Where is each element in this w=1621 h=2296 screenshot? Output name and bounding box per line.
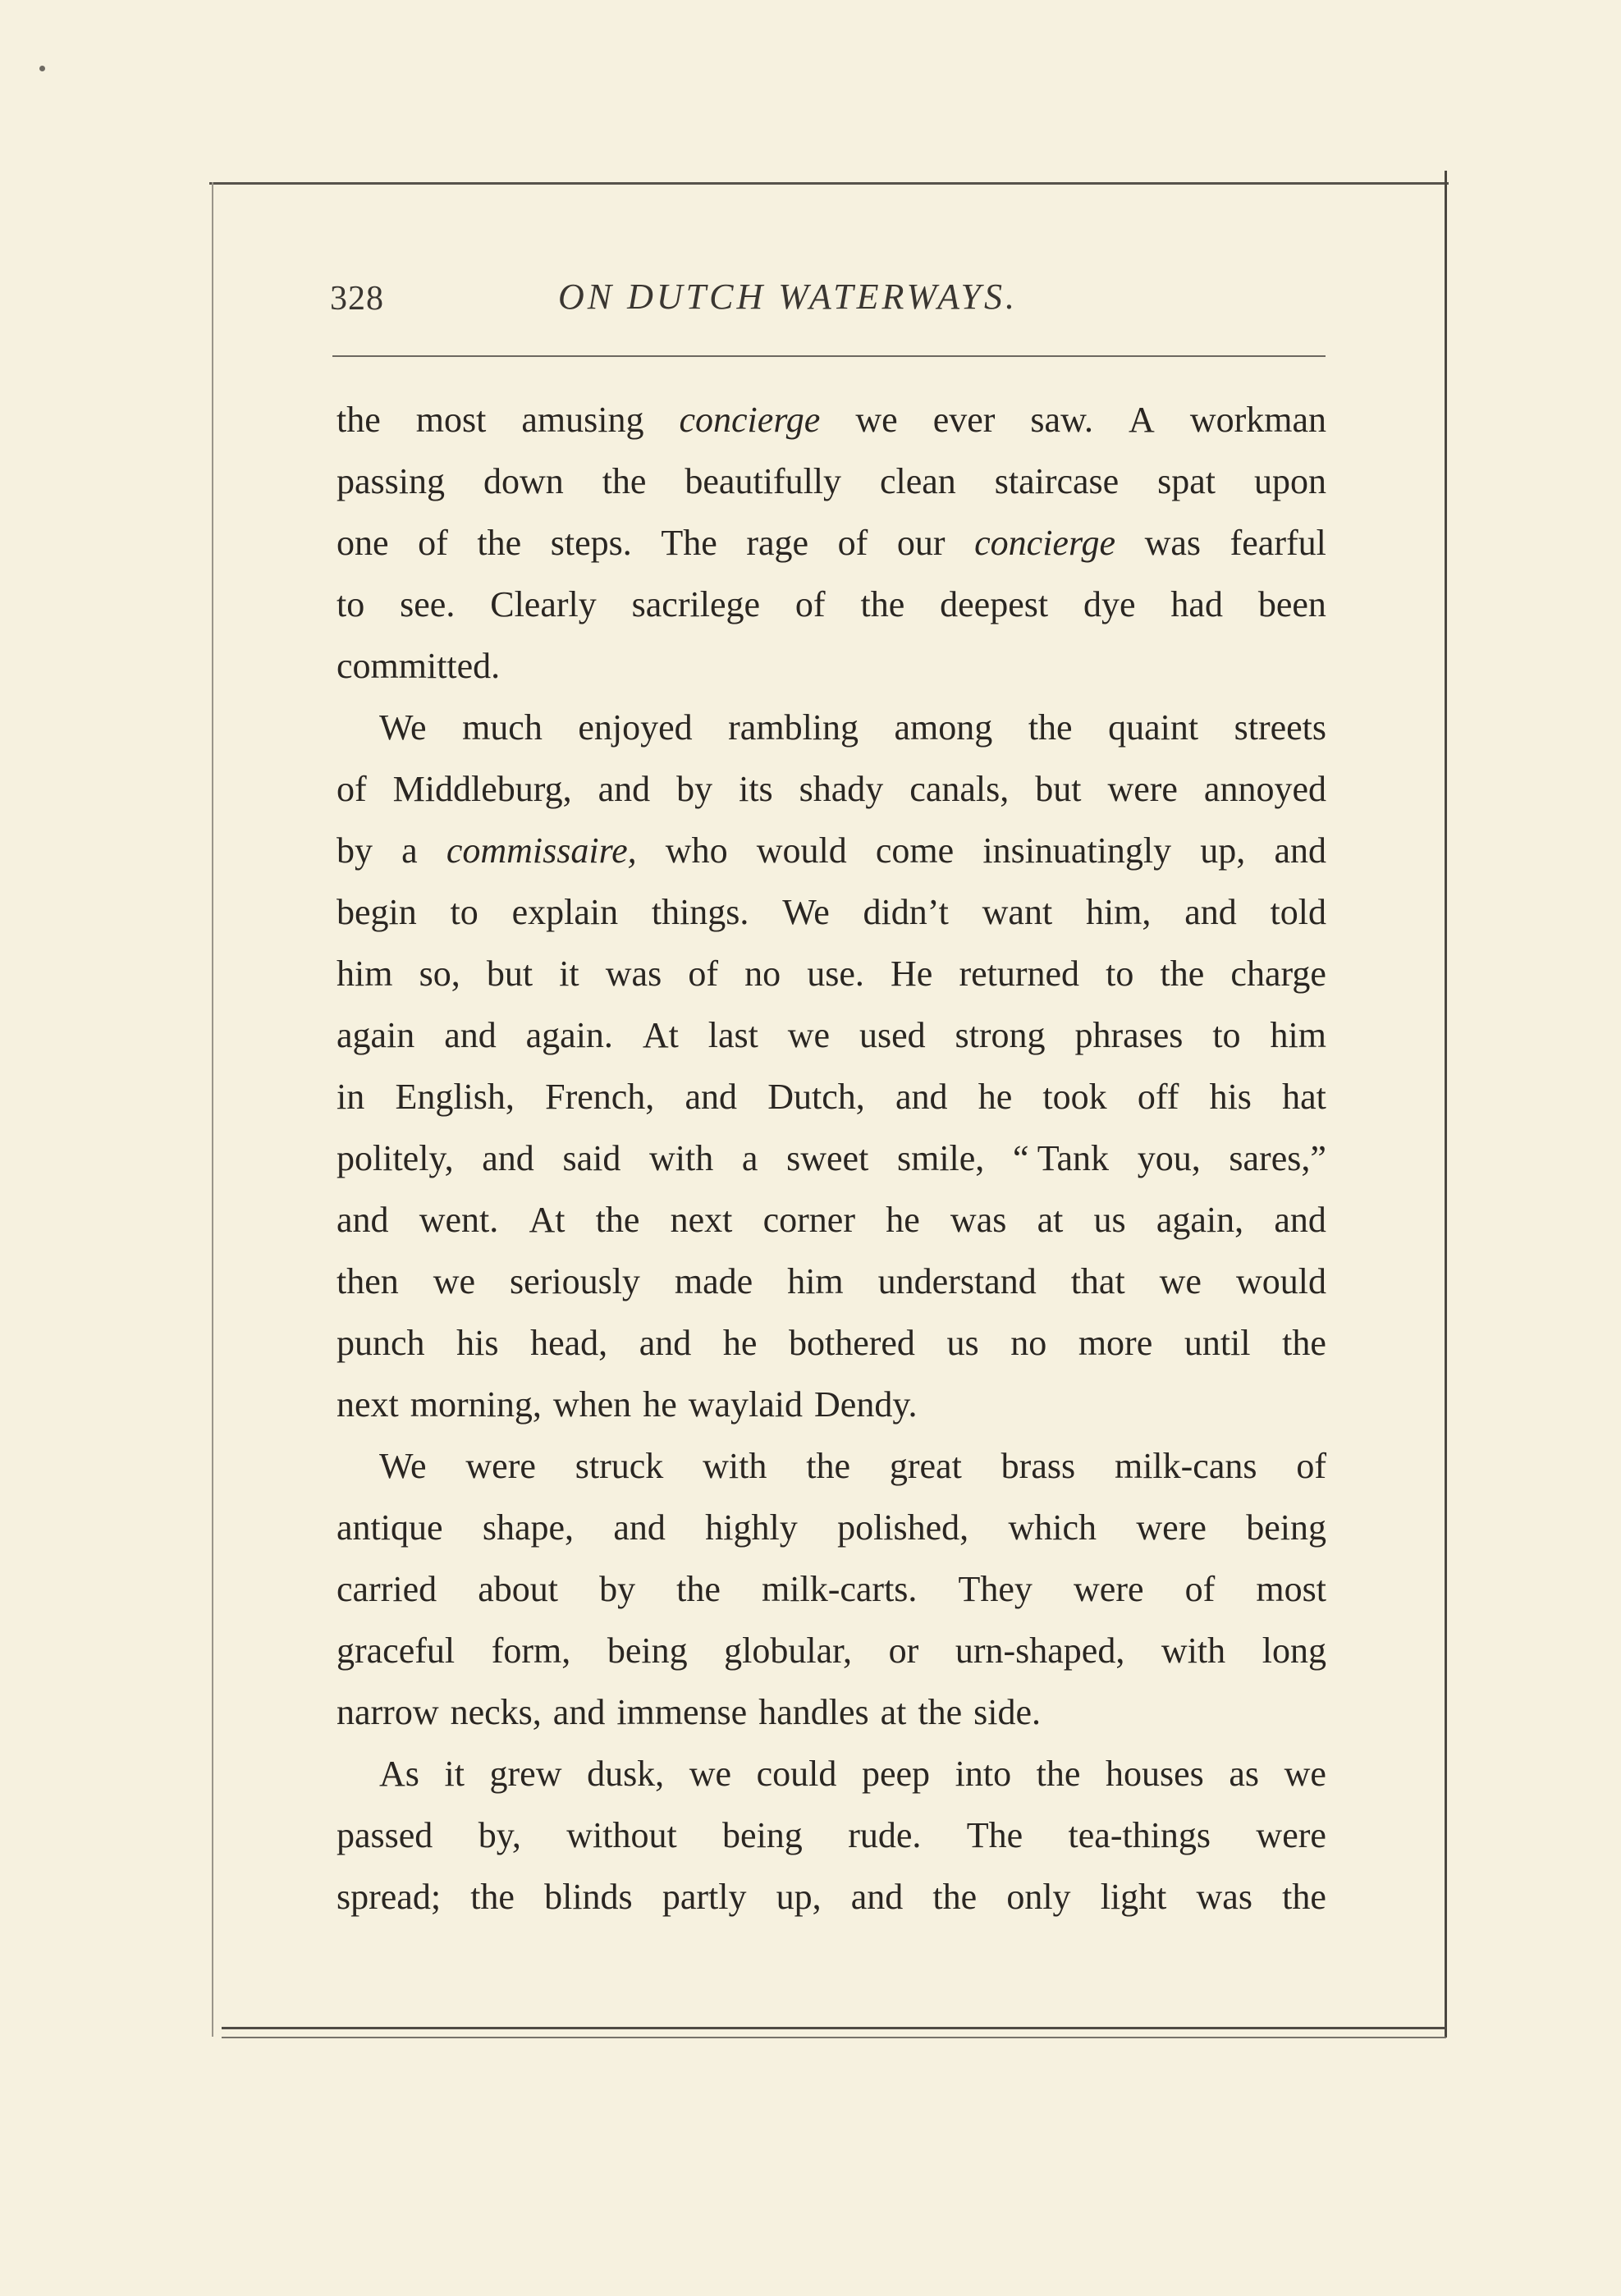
text-line xyxy=(337,1866,1326,1928)
page-frame-right-rule xyxy=(1445,171,1447,2038)
text-line xyxy=(337,1066,1326,1127)
word: English, xyxy=(395,1077,515,1117)
word: beautifully xyxy=(685,461,842,501)
word: We xyxy=(379,1446,427,1486)
word: didn’t xyxy=(863,892,949,932)
word: by xyxy=(676,769,713,809)
word: rude. xyxy=(848,1815,922,1855)
word: the xyxy=(1160,954,1205,994)
word: “ Tank xyxy=(1012,1138,1110,1178)
word: you, xyxy=(1137,1138,1201,1178)
word: to xyxy=(1106,954,1134,994)
word: a xyxy=(401,830,418,871)
word: among xyxy=(894,707,993,748)
header-rule xyxy=(332,355,1326,357)
word: his xyxy=(1209,1077,1252,1117)
word: clean xyxy=(879,461,956,501)
text-line xyxy=(337,1620,1326,1681)
word: and xyxy=(552,1692,606,1732)
word: staircase xyxy=(994,461,1120,501)
word: then xyxy=(337,1261,399,1301)
text-line xyxy=(337,758,1326,820)
word: the xyxy=(470,1877,515,1917)
word: upon xyxy=(1254,461,1326,501)
word: a xyxy=(741,1138,758,1178)
word: of xyxy=(688,954,718,994)
word: understand xyxy=(877,1261,1037,1301)
word: we xyxy=(1284,1754,1326,1794)
word: shady xyxy=(799,769,884,809)
word: handles xyxy=(758,1692,869,1732)
word: A xyxy=(1129,400,1155,440)
word: Dendy. xyxy=(814,1384,918,1425)
word: to xyxy=(337,584,365,624)
word: that xyxy=(1070,1261,1125,1301)
word: was xyxy=(1144,523,1202,563)
word: when xyxy=(552,1384,632,1425)
word: want xyxy=(982,892,1053,932)
word: and xyxy=(850,1877,904,1917)
word: spat xyxy=(1157,461,1216,501)
word: rambling xyxy=(728,707,859,748)
word: up, xyxy=(1200,830,1246,871)
text-line xyxy=(337,574,1326,635)
word: it xyxy=(559,954,579,994)
word: we xyxy=(855,400,898,440)
word: of xyxy=(337,769,367,809)
word: him, xyxy=(1085,892,1152,932)
word: great xyxy=(889,1446,962,1486)
word: dusk, xyxy=(587,1754,665,1794)
word: by xyxy=(599,1569,636,1609)
word: the xyxy=(676,1569,721,1609)
word: passing xyxy=(337,461,445,501)
text-line xyxy=(337,1127,1326,1189)
word: being xyxy=(607,1631,688,1671)
word: strong xyxy=(955,1015,1046,1055)
word: Middleburg, xyxy=(392,769,572,809)
word: ever xyxy=(932,400,996,440)
word: by xyxy=(337,830,373,871)
word: at xyxy=(1037,1200,1064,1240)
word: streets xyxy=(1234,707,1326,748)
word: and xyxy=(337,1200,389,1240)
word: with xyxy=(703,1446,767,1486)
text-line xyxy=(337,1312,1326,1374)
word: was xyxy=(1196,1877,1252,1917)
word: things. xyxy=(651,892,749,932)
word: again, xyxy=(1156,1200,1244,1240)
word: our xyxy=(896,523,946,563)
word: down xyxy=(483,461,564,501)
word: the xyxy=(932,1877,978,1917)
word: he xyxy=(643,1384,677,1425)
word: and xyxy=(895,1077,948,1117)
word: so, xyxy=(419,954,460,994)
word: sacrilege xyxy=(631,584,760,624)
word: by, xyxy=(478,1815,521,1855)
word: enjoyed xyxy=(578,707,693,748)
word: been xyxy=(1257,584,1326,624)
word: seriously xyxy=(510,1261,640,1301)
word: deepest xyxy=(940,584,1049,624)
word: The xyxy=(966,1815,1023,1855)
word: were xyxy=(1074,1569,1144,1609)
word: said xyxy=(562,1138,621,1178)
word: but xyxy=(486,954,533,994)
word: more xyxy=(1078,1323,1153,1363)
word: tea-things xyxy=(1068,1815,1211,1855)
text-line xyxy=(337,1743,1326,1804)
word: bothered xyxy=(788,1323,915,1363)
word: of xyxy=(837,523,868,563)
word: peep xyxy=(862,1754,931,1794)
word: Clearly xyxy=(490,584,597,624)
word: blinds xyxy=(544,1877,633,1917)
word: As xyxy=(379,1754,419,1794)
word: insinuatingly xyxy=(982,830,1172,871)
word: next xyxy=(670,1200,733,1240)
word: into xyxy=(955,1754,1012,1794)
word: next xyxy=(337,1384,399,1425)
text-line xyxy=(337,1189,1326,1251)
text-line xyxy=(337,1804,1326,1866)
word: to xyxy=(450,892,479,932)
page-frame-top-rule xyxy=(209,182,1449,185)
text-line xyxy=(337,1435,1326,1497)
word: being xyxy=(1246,1507,1326,1548)
word: dye xyxy=(1083,584,1136,624)
word: we xyxy=(1159,1261,1202,1301)
text-line xyxy=(337,881,1326,943)
word: of xyxy=(1184,1569,1216,1609)
word: at xyxy=(880,1692,907,1732)
word: being xyxy=(722,1815,803,1855)
word: who xyxy=(665,830,728,871)
word: without xyxy=(566,1815,677,1855)
word: punch xyxy=(337,1323,425,1363)
word: charge xyxy=(1230,954,1326,994)
word: and xyxy=(598,769,651,809)
word: carried xyxy=(337,1569,437,1609)
body-text xyxy=(337,389,1326,1928)
word: to xyxy=(1212,1015,1241,1055)
word: the xyxy=(477,523,522,563)
word: He xyxy=(891,954,933,994)
text-line xyxy=(337,943,1326,1004)
word: rage xyxy=(746,523,809,563)
word: but xyxy=(1035,769,1082,809)
word: They xyxy=(958,1569,1033,1609)
word: smile, xyxy=(896,1138,985,1178)
word: globular, xyxy=(724,1631,853,1671)
word: him xyxy=(787,1261,844,1301)
text-line xyxy=(337,1681,1326,1743)
text-line xyxy=(337,820,1326,881)
word: one xyxy=(337,523,389,563)
word: saw. xyxy=(1030,400,1093,440)
word: milk-carts. xyxy=(762,1569,918,1609)
word: the xyxy=(860,584,905,624)
word: which xyxy=(1008,1507,1097,1548)
word: long xyxy=(1262,1631,1326,1671)
word: of xyxy=(418,523,448,563)
word: polished, xyxy=(837,1507,969,1548)
word: the xyxy=(1036,1754,1081,1794)
running-head: ON DUTCH WATERWAYS. xyxy=(558,277,1019,317)
word: sweet xyxy=(786,1138,869,1178)
word: fearful xyxy=(1229,523,1326,563)
word: the xyxy=(602,461,647,501)
word: the xyxy=(1282,1877,1326,1917)
word: commissaire, xyxy=(446,830,637,871)
word: again. xyxy=(525,1015,613,1055)
page-frame-bottom-rule xyxy=(222,2027,1446,2029)
word: told xyxy=(1270,892,1326,932)
word: concierge xyxy=(974,523,1115,563)
text-line xyxy=(337,389,1326,451)
word: struck xyxy=(575,1446,664,1486)
word: him xyxy=(1270,1015,1326,1055)
word: made xyxy=(674,1261,753,1301)
word: grew xyxy=(489,1754,562,1794)
word: we xyxy=(433,1261,476,1301)
word: was xyxy=(605,954,662,994)
text-line xyxy=(337,1004,1326,1066)
text-line xyxy=(337,1251,1326,1312)
word: explain xyxy=(511,892,619,932)
word: and xyxy=(482,1138,534,1178)
text-line xyxy=(337,512,1326,574)
word: begin xyxy=(337,892,417,932)
page-frame-bottom-rule-inner xyxy=(222,2037,1446,2038)
word: Dutch, xyxy=(767,1077,865,1117)
word: use. xyxy=(807,954,864,994)
word: see. xyxy=(400,584,456,624)
word: We xyxy=(379,707,427,748)
word: the xyxy=(1028,707,1073,748)
word: were xyxy=(465,1446,536,1486)
word: the xyxy=(337,400,381,440)
text-line xyxy=(337,697,1326,758)
word: canals, xyxy=(909,769,1010,809)
page-frame-left-rule xyxy=(212,182,213,2037)
word: sares,” xyxy=(1229,1138,1326,1178)
word: as xyxy=(1229,1754,1260,1794)
word: the xyxy=(1282,1323,1326,1363)
word: were xyxy=(1107,769,1178,809)
word: only xyxy=(1006,1877,1071,1917)
word: us xyxy=(1093,1200,1126,1240)
word: The xyxy=(661,523,717,563)
word: We xyxy=(782,892,830,932)
word: and xyxy=(1274,830,1326,871)
word: his xyxy=(456,1323,499,1363)
word: brass xyxy=(1001,1446,1076,1486)
word: had xyxy=(1170,584,1223,624)
stray-ink-dot xyxy=(39,66,45,71)
word: until xyxy=(1184,1323,1251,1363)
text-line xyxy=(337,451,1326,512)
word: corner xyxy=(762,1200,855,1240)
word: it xyxy=(444,1754,465,1794)
word: and xyxy=(685,1077,738,1117)
word: we xyxy=(689,1754,732,1794)
word: and xyxy=(1274,1200,1326,1240)
word: returned xyxy=(959,954,1080,994)
word: he xyxy=(978,1077,1013,1117)
word: necks, xyxy=(450,1692,542,1732)
word: he xyxy=(722,1323,758,1363)
word: were xyxy=(1256,1815,1326,1855)
word: again xyxy=(337,1015,415,1055)
word: At xyxy=(529,1200,566,1240)
text-line xyxy=(337,1374,1326,1435)
word: waylaid xyxy=(688,1384,804,1425)
word: no xyxy=(744,954,781,994)
word: took xyxy=(1042,1077,1107,1117)
word: no xyxy=(1010,1323,1047,1363)
word: used xyxy=(859,1015,926,1055)
word: form, xyxy=(491,1631,571,1671)
word: were xyxy=(1136,1507,1207,1548)
word: much xyxy=(462,707,543,748)
word: head, xyxy=(530,1323,608,1363)
word: morning, xyxy=(410,1384,542,1425)
word: side. xyxy=(973,1692,1042,1732)
word: concierge xyxy=(679,400,821,440)
word: come xyxy=(875,830,955,871)
word: most xyxy=(1256,1569,1326,1609)
word: quaint xyxy=(1108,707,1199,748)
word: annoyed xyxy=(1203,769,1326,809)
word: workman xyxy=(1189,400,1326,440)
word: most xyxy=(415,400,487,440)
word: milk-cans xyxy=(1114,1446,1257,1486)
page-number: 328 xyxy=(330,280,384,318)
word: and xyxy=(613,1507,666,1548)
text-line xyxy=(337,1558,1326,1620)
word: At xyxy=(642,1015,679,1055)
word: its xyxy=(739,769,773,809)
word: the xyxy=(918,1692,963,1732)
word: amusing xyxy=(521,400,644,440)
word: urn-shaped, xyxy=(955,1631,1125,1671)
word: about xyxy=(478,1569,558,1609)
word: committed. xyxy=(337,646,501,686)
word: would xyxy=(1235,1261,1326,1301)
word: up, xyxy=(776,1877,822,1917)
word: or xyxy=(888,1631,919,1671)
word: steps. xyxy=(550,523,632,563)
word: and xyxy=(639,1323,692,1363)
word: with xyxy=(1161,1631,1226,1671)
word: the xyxy=(806,1446,851,1486)
word: him xyxy=(337,954,393,994)
text-line xyxy=(337,1497,1326,1558)
word: of xyxy=(1296,1446,1326,1486)
word: us xyxy=(946,1323,979,1363)
word: of xyxy=(794,584,826,624)
word: graceful xyxy=(337,1631,456,1671)
word: in xyxy=(337,1077,365,1117)
word: would xyxy=(756,830,847,871)
word: was xyxy=(950,1200,1007,1240)
word: passed xyxy=(337,1815,433,1855)
word: narrow xyxy=(337,1692,439,1732)
word: and xyxy=(444,1015,497,1055)
word: off xyxy=(1137,1077,1179,1117)
word: French, xyxy=(545,1077,655,1117)
text-line xyxy=(337,635,1326,697)
word: last xyxy=(707,1015,758,1055)
word: with xyxy=(649,1138,714,1178)
word: houses xyxy=(1106,1754,1204,1794)
word: phrases xyxy=(1074,1015,1184,1055)
word: he xyxy=(886,1200,920,1240)
word: partly xyxy=(662,1877,747,1917)
word: politely, xyxy=(337,1138,454,1178)
word: immense xyxy=(616,1692,748,1732)
word: highly xyxy=(705,1507,798,1548)
word: the xyxy=(595,1200,640,1240)
word: we xyxy=(787,1015,831,1055)
word: shape, xyxy=(482,1507,575,1548)
word: hat xyxy=(1282,1077,1326,1117)
word: spread; xyxy=(337,1877,442,1917)
word: light xyxy=(1100,1877,1167,1917)
word: went. xyxy=(419,1200,499,1240)
word: and xyxy=(1184,892,1237,932)
word: antique xyxy=(337,1507,443,1548)
word: could xyxy=(756,1754,837,1794)
